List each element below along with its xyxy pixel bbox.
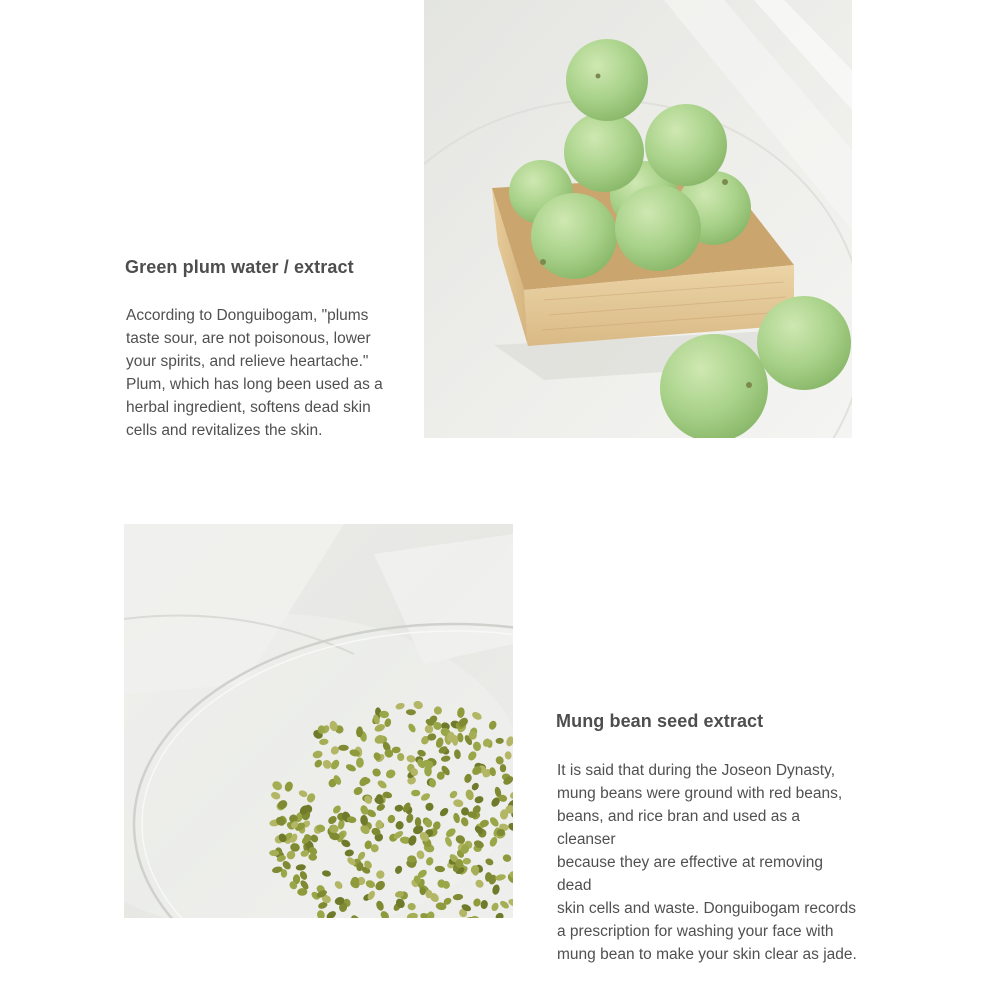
mung-bean-section-title: Mung bean seed extract: [556, 711, 764, 731]
bean-text-line: It is said that during the Joseon Dynasty,: [557, 762, 836, 779]
bean-text-line: beans, and rice bran and used as a cleanser: [557, 808, 801, 848]
mung-bean-photo: [124, 524, 513, 918]
mung-bean: [411, 790, 420, 797]
mung-bean-section-description: [557, 759, 857, 966]
plum-text-line: cells and revitalizes the skin.: [126, 422, 323, 439]
mung-bean: [338, 745, 349, 751]
plum-text-line: Plum, which has long been used as a: [126, 376, 383, 393]
mung-bean: [356, 758, 364, 768]
bean-text-line: because they are effective at removing dead: [557, 854, 823, 894]
plum-text-line: your spirits, and relieve heartache.": [126, 353, 369, 370]
plum-section-description: [126, 304, 398, 442]
green-plum-photo: [424, 0, 852, 438]
plum-text-line: According to Donguibogam, "plums: [126, 307, 369, 324]
bean-text-line: a prescription for washing your face with: [557, 923, 834, 940]
plum-text-line: herbal ingredient, softens dead skin: [126, 399, 371, 416]
plum-section-title: Green plum water / extract: [125, 257, 354, 277]
bean-text-line: mung bean to make your skin clear as jade.: [557, 946, 857, 963]
plum-text-line: taste sour, are not poisonous, lower: [126, 330, 371, 347]
bean-text-line: mung beans were ground with red beans,: [557, 785, 843, 802]
bean-text-line: skin cells and waste. Donguibogam records: [557, 900, 856, 917]
